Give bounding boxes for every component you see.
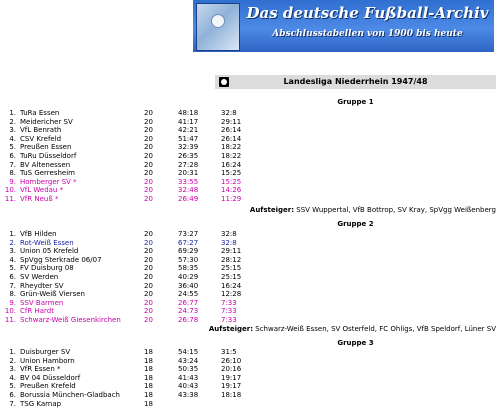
table-cell-position: 11. [4, 195, 16, 203]
table-cell-games: 20 [144, 281, 153, 290]
table-cell-games: 20 [144, 195, 153, 203]
table-cell-goals: 36:40 [178, 281, 199, 290]
table-cell-games: 20 [144, 186, 153, 195]
table-row [0, 135, 500, 143]
table-cell-position: 11. [4, 316, 16, 324]
table-cell-games: 20 [144, 143, 153, 152]
table-cell-points: 15:25 [221, 177, 242, 186]
table-row [0, 118, 500, 126]
table-cell-position: 2. [9, 238, 16, 247]
table-row [0, 178, 500, 186]
table-cell-points: 20:16 [221, 365, 242, 374]
table-cell-points: 7:33 [221, 307, 237, 316]
table-row [0, 357, 500, 365]
table-cell-position: 9. [9, 177, 16, 186]
league-title: Landesliga Niederrhein 1947/48 [283, 77, 428, 86]
table-row [0, 400, 500, 408]
promoted-label: Aufsteiger: [208, 325, 254, 333]
table-cell-goals: 42:21 [178, 126, 199, 135]
table-cell-position: 4. [9, 373, 16, 382]
group-title: Gruppe 1 [337, 98, 374, 106]
table-cell-team: Rheydter SV [20, 281, 64, 290]
table-cell-position: 7. [9, 160, 16, 169]
table-cell-team: SpVgg Sterkrade 06/07 [20, 255, 102, 264]
banner-subtitle: Abschlusstabellen von 1900 bis heute [272, 29, 463, 39]
table-cell-points: 18:18 [221, 391, 242, 399]
table-cell-points: 28:12 [221, 255, 242, 264]
table-cell-games: 20 [144, 307, 153, 316]
table-cell-position: 10. [4, 307, 16, 316]
table-cell-games: 20 [144, 290, 153, 299]
table-cell-position: 2. [9, 117, 16, 126]
table-cell-goals: 50:35 [178, 365, 199, 374]
table-cell-goals: 24:73 [178, 307, 199, 316]
table-cell-team: TuRa Essen [20, 109, 60, 117]
table-cell-position: 6. [9, 273, 16, 281]
table-cell-points: 25:15 [221, 273, 242, 281]
table-cell-goals: 33:55 [178, 177, 199, 186]
table-cell-team: SV Werden [20, 273, 59, 281]
table-cell-goals: 51:47 [178, 134, 199, 143]
table-row [0, 230, 500, 238]
table-cell-position: 3. [9, 365, 16, 374]
table-row [0, 161, 500, 169]
table-cell-games: 18 [144, 348, 153, 356]
table-cell-points: 29:11 [221, 247, 242, 256]
table-cell-team: VfL Benrath [20, 126, 62, 135]
table-cell-position: 1. [9, 230, 16, 238]
table-row [0, 316, 500, 324]
table-cell-games: 20 [144, 152, 153, 160]
table-cell-points: 29:11 [221, 117, 242, 126]
table-cell-points: 31:5 [221, 348, 237, 356]
table-row [0, 282, 500, 290]
table-cell-points: 14:26 [221, 186, 242, 195]
table-cell-goals: 26:77 [178, 298, 199, 307]
table-cell-goals: 43:24 [178, 356, 199, 365]
table-row [0, 126, 500, 134]
table-row [0, 365, 500, 373]
banner-photo-icon [196, 3, 240, 51]
table-cell-goals: 32:39 [178, 143, 199, 152]
table-cell-team: CfR Hardt [20, 307, 54, 316]
table-cell-goals: 41:43 [178, 373, 199, 382]
table-cell-games: 18 [144, 391, 153, 399]
table-cell-goals: 27:28 [178, 160, 199, 169]
table-cell-team: Union 05 Krefeld [20, 247, 79, 256]
table-cell-games: 20 [144, 298, 153, 307]
table-cell-points: 7:33 [221, 298, 237, 307]
table-row [0, 391, 500, 399]
table-cell-games: 20 [144, 177, 153, 186]
table-cell-team: BV 04 Düsseldorf [20, 373, 81, 382]
table-cell-position: 6. [9, 391, 16, 399]
table-cell-games: 20 [144, 273, 153, 281]
table-cell-points: 16:24 [221, 281, 242, 290]
table-cell-games: 20 [144, 238, 153, 247]
table-cell-team: Schwarz-Weiß Giesenkirchen [20, 316, 121, 324]
table-cell-position: 8. [9, 290, 16, 299]
table-row [0, 264, 500, 272]
table-cell-position: 5. [9, 143, 16, 152]
table-row [0, 152, 500, 160]
table-cell-points: 19:17 [221, 373, 242, 382]
table-cell-games: 20 [144, 126, 153, 135]
table-row [0, 307, 500, 315]
table-cell-team: BV Altenessen [20, 160, 71, 169]
promoted-teams-note [209, 325, 496, 333]
table-cell-position: 3. [9, 126, 16, 135]
table-cell-games: 18 [144, 382, 153, 391]
table-cell-points: 32:8 [221, 109, 237, 117]
table-cell-team: TuS Gerresheim [20, 169, 75, 178]
table-row [0, 273, 500, 281]
table-row [0, 290, 500, 298]
table-cell-points: 16:24 [221, 160, 242, 169]
table-cell-team: Preußen Krefeld [20, 382, 76, 391]
promoted-teams-note [250, 206, 496, 214]
table-cell-team: Grün-Weiß Viersen [20, 290, 85, 299]
table-cell-goals: 40:43 [178, 382, 199, 391]
table-cell-position: 5. [9, 382, 16, 391]
table-row [0, 348, 500, 356]
table-cell-position: 8. [9, 169, 16, 178]
table-cell-goals: 54:15 [178, 348, 199, 356]
promoted-teams-list: Schwarz-Weiß Essen, SV Osterfeld, FC Ohligs, VfB Speldorf, Lüner SV [255, 325, 496, 333]
table-row [0, 239, 500, 247]
table-cell-points: 12:28 [221, 290, 242, 299]
table-cell-position: 7. [9, 399, 16, 408]
table-row [0, 299, 500, 307]
promoted-label: Aufsteiger: [249, 206, 295, 214]
table-cell-points: 18:22 [221, 152, 242, 160]
table-cell-position: 4. [9, 134, 16, 143]
table-row [0, 169, 500, 177]
table-cell-goals: 41:17 [178, 117, 199, 126]
table-cell-games: 20 [144, 169, 153, 178]
table-cell-team: Union Hamborn [20, 356, 75, 365]
table-row [0, 256, 500, 264]
table-cell-position: 5. [9, 264, 16, 273]
table-cell-games: 20 [144, 316, 153, 324]
table-row [0, 382, 500, 390]
table-cell-team: TSG Karnap [20, 399, 62, 408]
table-cell-position: 4. [9, 255, 16, 264]
table-cell-position: 1. [9, 109, 16, 117]
table-cell-position: 6. [9, 152, 16, 160]
table-cell-goals: 67:27 [178, 238, 199, 247]
table-cell-points: 25:15 [221, 264, 242, 273]
table-cell-position: 7. [9, 281, 16, 290]
table-cell-goals: 32:48 [178, 186, 199, 195]
table-cell-goals: 43:38 [178, 391, 199, 399]
table-cell-points: 32:8 [221, 230, 237, 238]
table-cell-team: VfL Wedau * [20, 186, 64, 195]
table-cell-goals: 26:35 [178, 152, 199, 160]
table-cell-position: 10. [4, 186, 16, 195]
table-cell-team: VfR Essen * [20, 365, 61, 374]
table-cell-team: VfR Neuß * [20, 195, 59, 203]
table-cell-points: 26:14 [221, 134, 242, 143]
table-cell-goals: 26:49 [178, 195, 199, 203]
table-cell-games: 20 [144, 117, 153, 126]
table-cell-team: Meidericher SV [20, 117, 73, 126]
banner-title: Das deutsche Fußball-Archiv [246, 4, 489, 22]
table-cell-games: 20 [144, 247, 153, 256]
table-cell-goals: 24:55 [178, 290, 199, 299]
table-cell-team: Homberger SV * [20, 177, 77, 186]
table-cell-team: Duisburger SV [20, 348, 71, 356]
table-cell-team: SSV Barmen [20, 298, 64, 307]
table-cell-goals: 57:30 [178, 255, 199, 264]
group-title: Gruppe 3 [337, 339, 374, 347]
table-cell-goals: 69:29 [178, 247, 199, 256]
table-cell-goals: 20:31 [178, 169, 199, 178]
table-cell-games: 18 [144, 365, 153, 374]
table-cell-goals: 40:29 [178, 273, 199, 281]
table-cell-games: 20 [144, 230, 153, 238]
table-cell-games: 18 [144, 399, 153, 408]
table-row [0, 143, 500, 151]
table-cell-goals: 26:78 [178, 316, 199, 324]
promoted-teams-list: SSV Wuppertal, VfB Bottrop, SV Kray, SpVgg Weißenberg [296, 206, 496, 214]
table-cell-games: 20 [144, 109, 153, 117]
table-cell-team: Borussia München-Gladbach [20, 391, 120, 399]
league-header [215, 75, 496, 89]
table-cell-games: 18 [144, 373, 153, 382]
table-cell-team: Preußen Essen [20, 143, 72, 152]
table-cell-points: 15:25 [221, 169, 242, 178]
table-cell-position: 3. [9, 247, 16, 256]
table-cell-games: 20 [144, 255, 153, 264]
table-cell-points: 7:33 [221, 316, 237, 324]
table-cell-points: 26:14 [221, 126, 242, 135]
table-cell-goals: 58:35 [178, 264, 199, 273]
table-row [0, 247, 500, 255]
table-cell-points: 11:29 [221, 195, 242, 203]
table-row [0, 109, 500, 117]
table-cell-games: 20 [144, 134, 153, 143]
table-cell-points: 32:8 [221, 238, 237, 247]
table-cell-position: 2. [9, 356, 16, 365]
group-title: Gruppe 2 [337, 220, 374, 228]
table-cell-team: FV Duisburg 08 [20, 264, 74, 273]
table-cell-team: VfB Hilden [20, 230, 57, 238]
table-cell-goals: 73:27 [178, 230, 199, 238]
table-cell-team: Rot-Weiß Essen [20, 238, 74, 247]
table-cell-games: 20 [144, 264, 153, 273]
table-cell-points: 18:22 [221, 143, 242, 152]
table-row [0, 186, 500, 194]
table-cell-goals: 48:18 [178, 109, 199, 117]
table-cell-team: CSV Krefeld [20, 134, 62, 143]
table-cell-team: TuRu Düsseldorf [20, 152, 77, 160]
table-row [0, 374, 500, 382]
table-cell-position: 1. [9, 348, 16, 356]
table-row [0, 195, 500, 203]
table-cell-games: 18 [144, 356, 153, 365]
archive-banner[interactable] [193, 0, 494, 52]
table-cell-points: 19:17 [221, 382, 242, 391]
table-cell-games: 20 [144, 160, 153, 169]
table-cell-points: 26:10 [221, 356, 242, 365]
table-cell-position: 9. [9, 298, 16, 307]
